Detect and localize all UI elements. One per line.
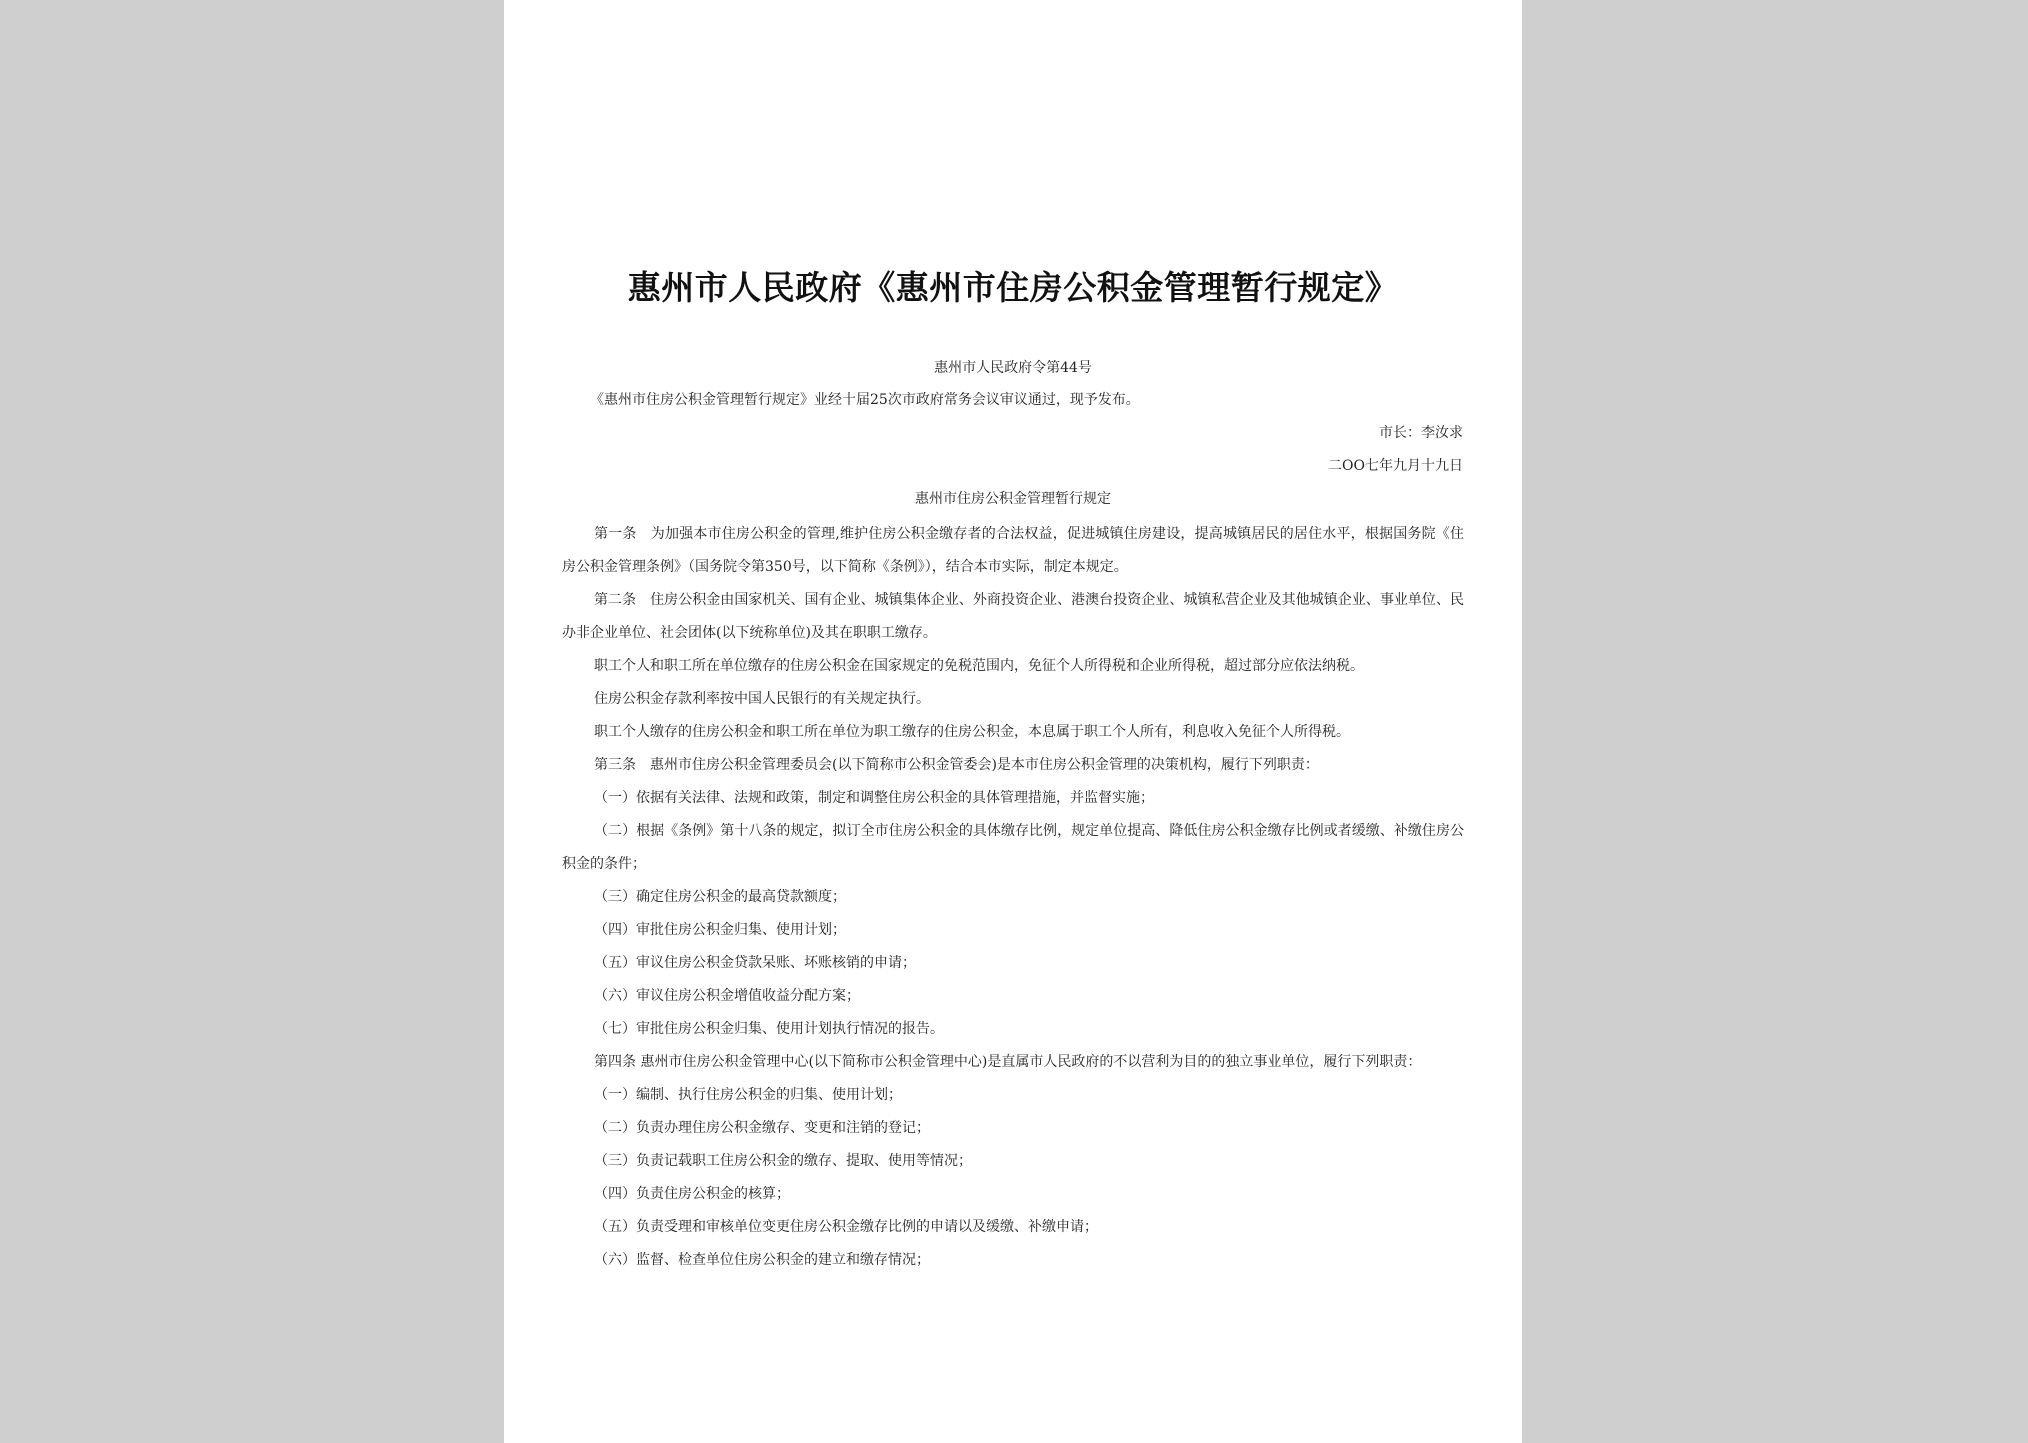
list-item: （二）根据《条例》第十八条的规定，拟订全市住房公积金的具体缴存比例，规定单位提高、降低住房公积金缴存比例或者缓缴、补缴住房公积金的条件； xyxy=(562,823,1464,872)
document-page xyxy=(504,0,1522,1443)
list-item: （一）依据有关法律、法规和政策，制定和调整住房公积金的具体管理措施，并监督实施； xyxy=(594,790,1154,806)
list-item: （六）审议住房公积金增值收益分配方案； xyxy=(594,988,860,1004)
document-title: 惠州市人民政府《惠州市住房公积金管理暂行规定》 xyxy=(627,268,1399,307)
list-item: （五）审议住房公积金贷款呆账、坏账核销的申请； xyxy=(594,955,916,971)
list-item: （七）审批住房公积金归集、使用计划执行情况的报告。 xyxy=(594,1021,944,1037)
paragraph: 住房公积金存款利率按中国人民银行的有关规定执行。 xyxy=(594,691,930,707)
paragraph: 职工个人和职工所在单位缴存的住房公积金在国家规定的免税范围内，免征个人所得税和企业所得税，超过部分应依法纳税。 xyxy=(594,658,1364,674)
paragraph: 第二条 住房公积金由国家机关、国有企业、城镇集体企业、外商投资企业、港澳台投资企业、城镇私营企业及其他城镇企业、事业单位、民办非企业单位、社会团体(以下统称单位)及其在职职工缴存。 xyxy=(562,592,1464,641)
list-item: （三）负责记载职工住房公积金的缴存、提取、使用等情况； xyxy=(594,1153,972,1169)
paragraph: 职工个人缴存的住房公积金和职工所在单位为职工缴存的住房公积金，本息属于职工个人所有，利息收入免征个人所得税。 xyxy=(594,724,1350,740)
paragraph: 第四条 惠州市住房公积金管理中心(以下简称市公积金管理中心)是直属市人民政府的不以营利为目的的独立事业单位，履行下列职责： xyxy=(594,1054,1422,1070)
list-item: （四）负责住房公积金的核算； xyxy=(594,1186,790,1202)
list-item: （三）确定住房公积金的最高贷款额度； xyxy=(594,889,846,905)
announcement: 《惠州市住房公积金管理暂行规定》业经十届25次市政府常务会议审议通过，现予发布。 xyxy=(590,392,1140,408)
list-item: （五）负责受理和审核单位变更住房公积金缴存比例的申请以及缓缴、补缴申请； xyxy=(594,1219,1098,1235)
paragraph: 第一条 为加强本市住房公积金的管理,维护住房公积金缴存者的合法权益，促进城镇住房建设，提高城镇居民的居住水平，根据国务院《住房公积金管理条例》（国务院令第350号，以下简称《条例》），结合本市实际，制定本规定。 xyxy=(562,526,1464,575)
regulation-subtitle: 惠州市住房公积金管理暂行规定 xyxy=(915,491,1111,507)
order-number: 惠州市人民政府令第44号 xyxy=(934,360,1092,376)
paragraph: 第三条 惠州市住房公积金管理委员会(以下简称市公积金管委会)是本市住房公积金管理的决策机构，履行下列职责： xyxy=(594,757,1319,773)
list-item: （一）编制、执行住房公积金的归集、使用计划； xyxy=(594,1087,902,1103)
list-item: （四）审批住房公积金归集、使用计划； xyxy=(594,922,846,938)
issue-date: 二OO七年九月十九日 xyxy=(1328,458,1463,474)
mayor-signature: 市长：李汝求 xyxy=(1379,425,1463,441)
regulation-body xyxy=(562,518,1464,1277)
list-item: （二）负责办理住房公积金缴存、变更和注销的登记； xyxy=(594,1120,930,1136)
list-item: （六）监督、检查单位住房公积金的建立和缴存情况； xyxy=(594,1252,930,1268)
